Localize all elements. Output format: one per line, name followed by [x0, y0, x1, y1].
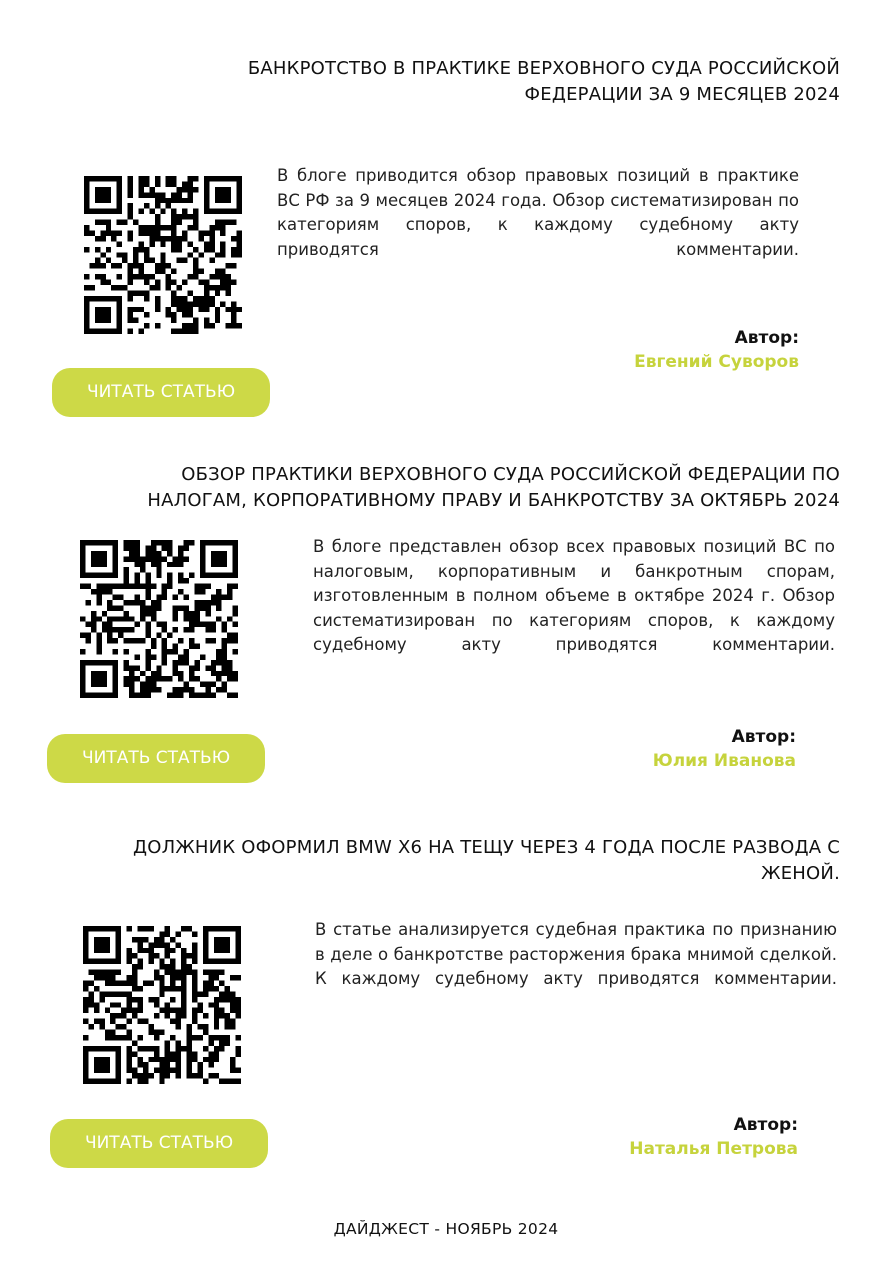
article-title-line: БАНКРОТСТВО В ПРАКТИКЕ ВЕРХОВНОГО СУДА РОССИЙСКОЙ	[247, 58, 840, 79]
author-name: Евгений Суворов	[634, 352, 799, 372]
article-description: В статье анализируется судебная практика по признанию в деле о банкротстве расторжения брака мнимой сделкой. К каждому судебному акту приводятся комментарии.	[315, 920, 837, 988]
author-name: Наталья Петрова	[629, 1139, 798, 1159]
article-title-line: ФЕДЕРАЦИИ ЗА 9 МЕСЯЦЕВ 2024	[524, 84, 840, 105]
qr-code-icon[interactable]	[83, 926, 241, 1084]
read-article-button[interactable]: ЧИТАТЬ СТАТЬЮ	[50, 1119, 268, 1168]
article-title	[133, 835, 840, 887]
read-article-button[interactable]: ЧИТАТЬ СТАТЬЮ	[47, 734, 265, 783]
article-description: В блоге представлен обзор всех правовых позиций ВС по налоговым, корпоративным и банкротным спорам, изготовленным в полном объеме в октябре 2024 г. Обзор систематизирован по категориям споров, к каждому судебному акту приводятся комментарии.	[313, 537, 835, 654]
author-label: Автор:	[731, 727, 796, 747]
author-label: Автор:	[734, 328, 799, 348]
author-name: Юлия Иванова	[652, 751, 796, 771]
article-description: В блоге приводится обзор правовых позиций в практике ВС РФ за 9 месяцев 2024 года. Обзор систематизирован по категориям споров, к каждому судебному акту приводятся комментарии.	[277, 166, 799, 259]
read-article-button[interactable]: ЧИТАТЬ СТАТЬЮ	[52, 368, 270, 417]
author-label: Автор:	[733, 1115, 798, 1135]
article-title-line: ДОЛЖНИК ОФОРМИЛ BMW X6 НА ТЕЩУ ЧЕРЕЗ 4 ГОДА ПОСЛЕ РАЗВОДА С	[132, 837, 840, 858]
article-title-line: НАЛОГАМ, КОРПОРАТИВНОМУ ПРАВУ И БАНКРОТСТВУ ЗА ОКТЯБРЬ 2024	[147, 490, 840, 511]
page-footer: ДАЙДЖЕСТ - НОЯБРЬ 2024	[333, 1220, 559, 1238]
author-block	[629, 1113, 798, 1161]
article-title-line: ЖЕНОЙ.	[761, 863, 840, 884]
article-title-line: ОБЗОР ПРАКТИКИ ВЕРХОВНОГО СУДА РОССИЙСКОЙ ФЕДЕРАЦИИ ПО	[181, 464, 840, 485]
